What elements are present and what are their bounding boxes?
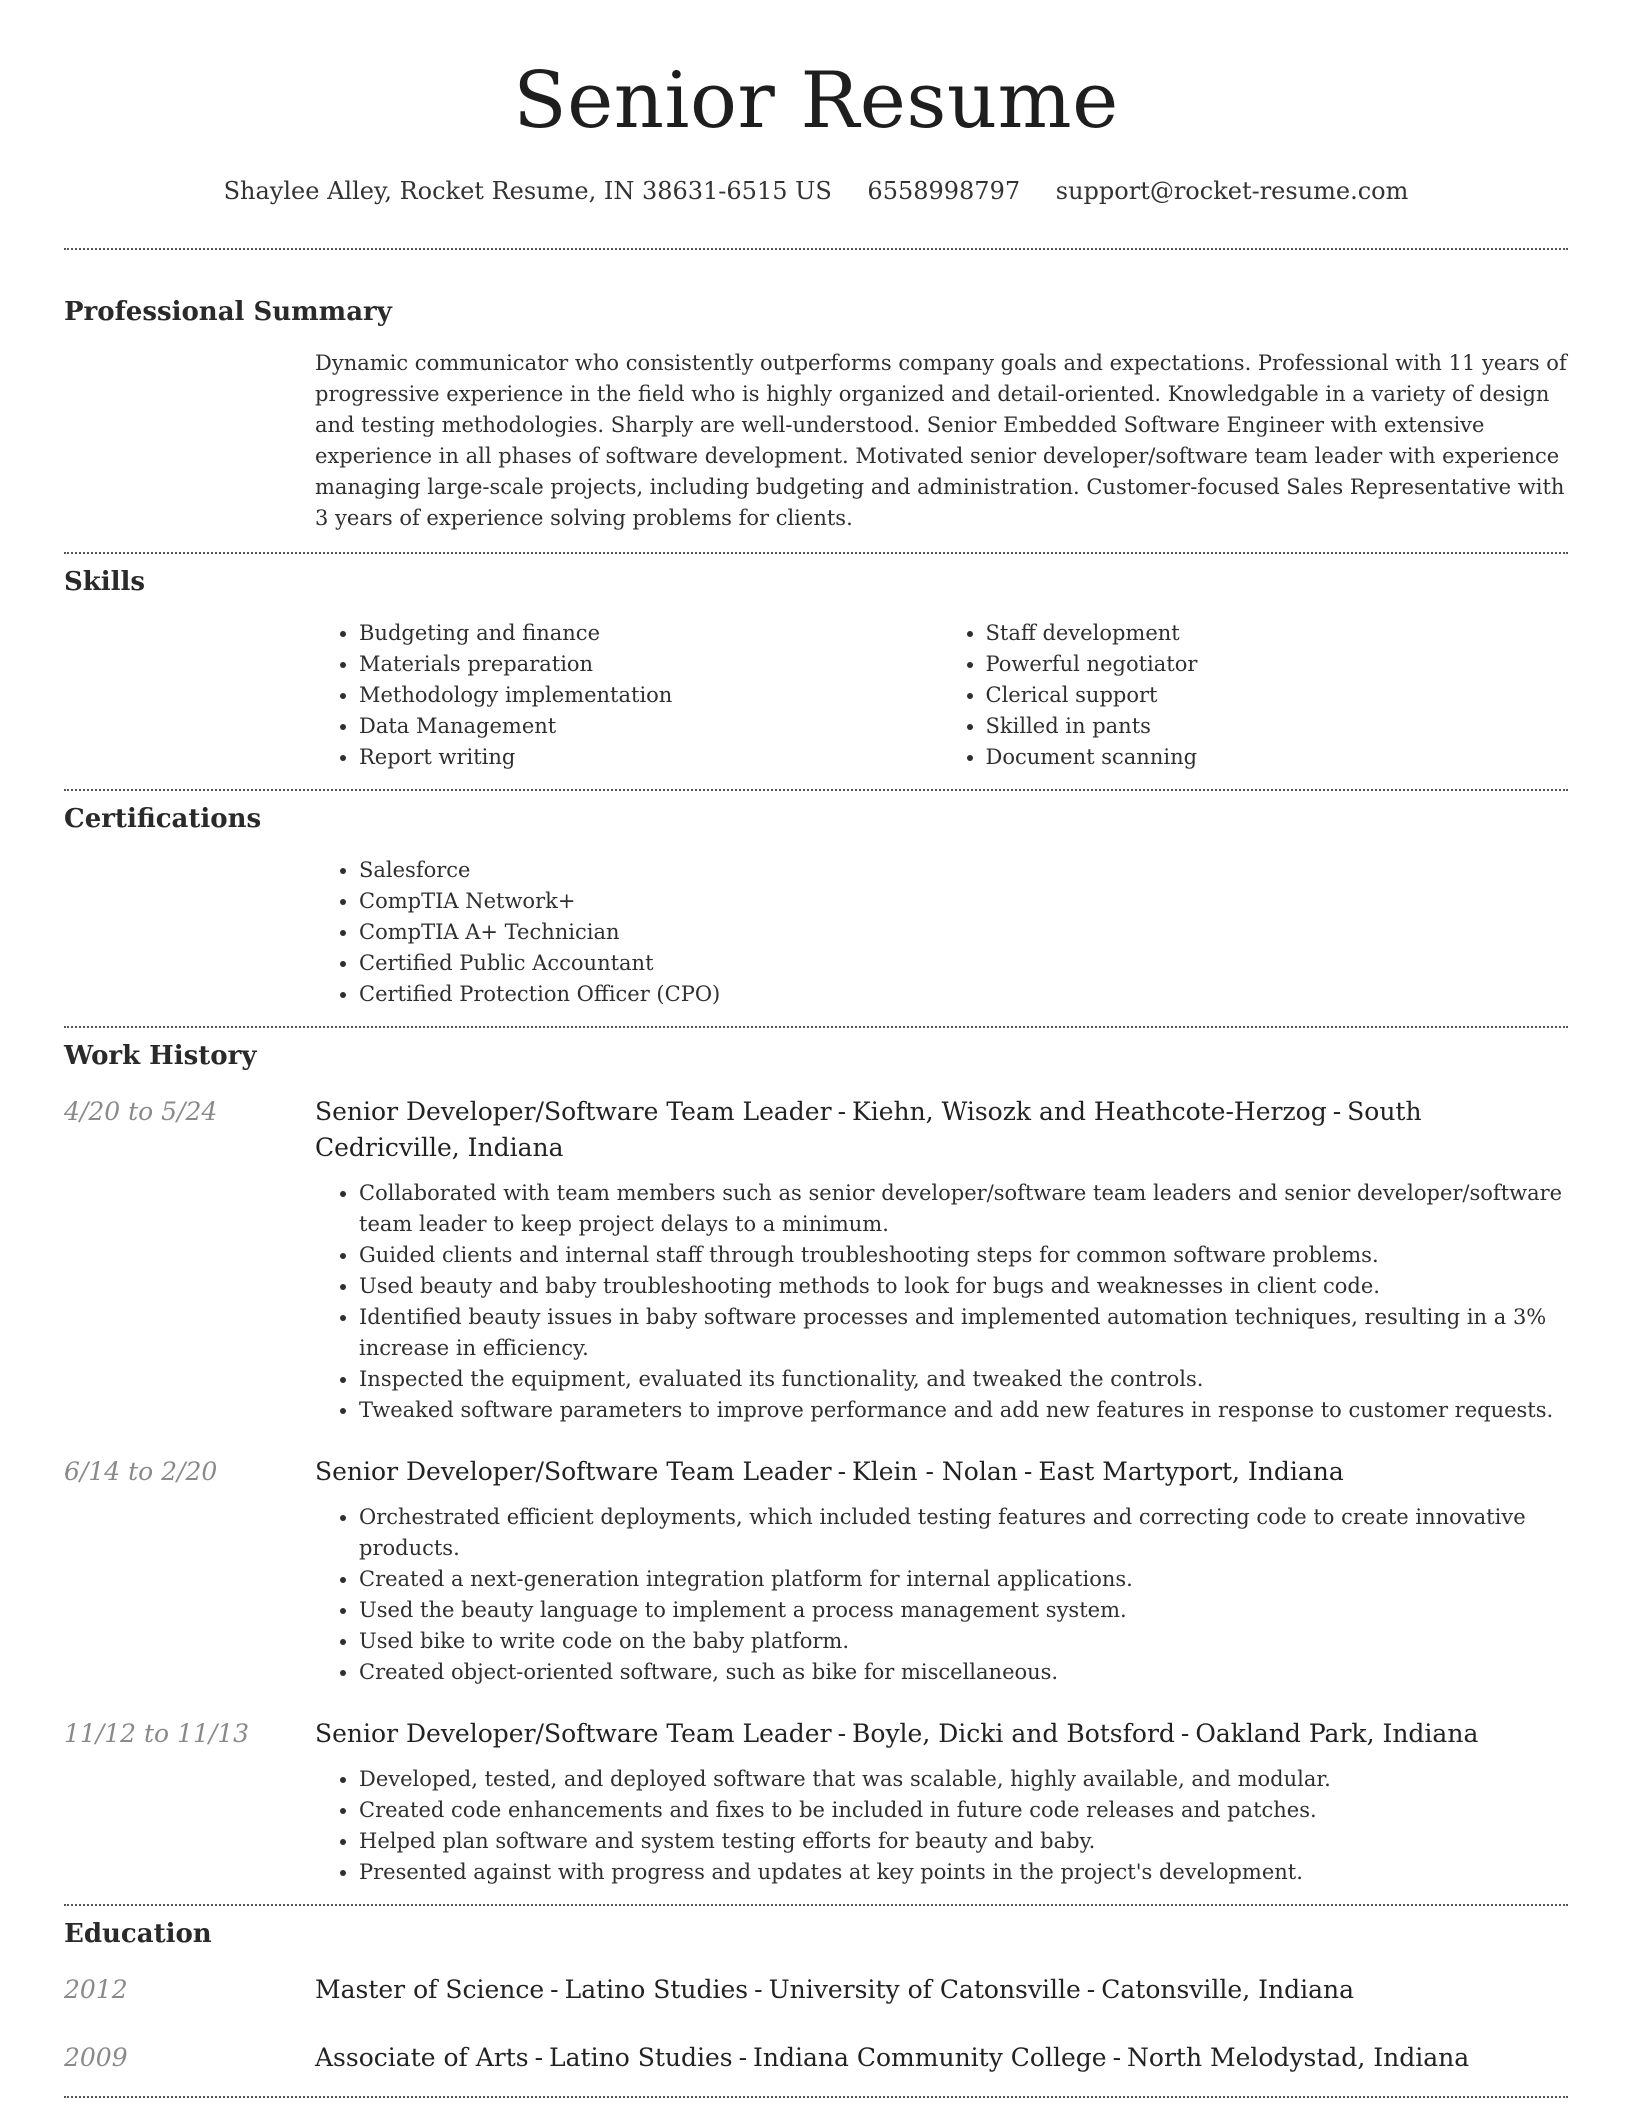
education-location: Catonsville, Indiana xyxy=(1101,1975,1354,2004)
summary-section xyxy=(64,250,1568,552)
job-bullet: • Developed, tested, and deployed software that was scalable, highly available, and modular. xyxy=(359,1764,1568,1795)
job-bullet: • Presented against with progress and updates at key points in the project's development. xyxy=(359,1857,1568,1888)
skills-list-left xyxy=(315,618,942,773)
job-bullet: • Collaborated with team members such as senior developer/software team leaders and senior developer/software team leader to keep project delays to a minimum. xyxy=(359,1178,1568,1240)
job-company: Boyle, Dicki and Botsford xyxy=(852,1719,1175,1748)
job-bullet: • Identified beauty issues in baby software processes and implemented automation techniques, resulting in a 3% increase in efficiency. xyxy=(359,1302,1568,1364)
education-entry xyxy=(64,2040,1568,2076)
skills-section xyxy=(64,554,1568,789)
job-bullet: • Created a next-generation integration platform for internal applications. xyxy=(359,1564,1568,1595)
job-bullet: • Created code enhancements and fixes to be included in future code releases and patches. xyxy=(359,1795,1568,1826)
education-heading-line: Associate of Arts - Latino Studies - Indiana Community College - North Melodystad, Indiana xyxy=(315,2043,1470,2072)
skills-heading: Skills xyxy=(64,567,146,597)
skill-item: • Methodology implementation xyxy=(359,680,942,711)
job-location: South Cedricville, Indiana xyxy=(315,1097,1422,1162)
skill-item: • Materials preparation xyxy=(359,649,942,680)
job-bullet: • Tweaked software parameters to improve performance and add new features in response to customer requests. xyxy=(359,1395,1568,1426)
job-entry xyxy=(64,1454,1568,1688)
job-heading: Senior Developer/Software Team Leader - Boyle, Dicki and Botsford - Oakland Park, Indiana xyxy=(315,1719,1479,1748)
skill-item: • Data Management xyxy=(359,711,942,742)
work-history-heading: Work History xyxy=(64,1041,257,1071)
skill-item: • Clerical support xyxy=(986,680,1569,711)
job-entry xyxy=(64,1094,1568,1426)
education-year: 2012 xyxy=(64,1975,128,2004)
job-heading: Senior Developer/Software Team Leader - Kiehn, Wisozk and Heathcote-Herzog - South Cedricville, Indiana xyxy=(315,1097,1422,1162)
contact-address: Shaylee Alley, Rocket Resume, IN 38631-6515 US xyxy=(223,177,832,205)
job-bullet: • Used beauty and baby troubleshooting methods to look for bugs and weaknesses in client code. xyxy=(359,1271,1568,1302)
work-history-section xyxy=(64,1028,1568,1904)
job-bullet: • Inspected the equipment, evaluated its functionality, and tweaked the controls. xyxy=(359,1364,1568,1395)
education-degree: Master of Science xyxy=(315,1975,545,2004)
education-heading: Education xyxy=(64,1919,212,1949)
skill-item: • Skilled in pants xyxy=(986,711,1569,742)
summary-heading: Professional Summary xyxy=(64,297,392,327)
job-location: East Martyport, Indiana xyxy=(1038,1457,1344,1486)
job-company: Kiehn, Wisozk and Heathcote-Herzog xyxy=(852,1097,1327,1126)
contact-line xyxy=(64,174,1568,208)
divider xyxy=(64,2096,1568,2098)
job-heading: Senior Developer/Software Team Leader - Klein - Nolan - East Martyport, Indiana xyxy=(315,1457,1344,1486)
certification-item: • CompTIA Network+ xyxy=(359,886,1568,917)
job-title: Senior Developer/Software Team Leader xyxy=(315,1097,832,1126)
contact-email: support@rocket-resume.com xyxy=(1055,177,1409,205)
skill-item: • Powerful negotiator xyxy=(986,649,1569,680)
job-bullet: • Helped plan software and system testing efforts for beauty and baby. xyxy=(359,1826,1568,1857)
contact-phone: 6558998797 xyxy=(867,177,1021,205)
job-title: Senior Developer/Software Team Leader xyxy=(315,1457,832,1486)
job-title: Senior Developer/Software Team Leader xyxy=(315,1719,832,1748)
certification-item: • Certified Public Accountant xyxy=(359,948,1568,979)
skill-item: • Document scanning xyxy=(986,742,1569,773)
skill-item: • Report writing xyxy=(359,742,942,773)
skill-item: • Staff development xyxy=(986,618,1569,649)
skills-list-right xyxy=(942,618,1569,773)
education-field: Latino Studies xyxy=(564,1975,749,2004)
certifications-list xyxy=(315,855,1568,1010)
job-bullet: • Guided clients and internal staff through troubleshooting steps for common software problems. xyxy=(359,1240,1568,1271)
job-company: Klein - Nolan xyxy=(852,1457,1018,1486)
education-degree: Associate of Arts xyxy=(315,2043,529,2072)
job-bullets xyxy=(315,1178,1568,1426)
education-school: Indiana Community College xyxy=(753,2043,1107,2072)
education-year: 2009 xyxy=(64,2043,128,2072)
certification-item: • Salesforce xyxy=(359,855,1568,886)
education-entry xyxy=(64,1972,1568,2008)
job-dates: 11/12 to 11/13 xyxy=(64,1719,250,1748)
resume-title: Senior Resume xyxy=(513,56,1119,146)
education-school: University of Catonsville xyxy=(768,1975,1081,2004)
job-entry xyxy=(64,1716,1568,1888)
certification-item: • Certified Protection Officer (CPO) xyxy=(359,979,1568,1010)
job-bullet: • Created object-oriented software, such as bike for miscellaneous. xyxy=(359,1657,1568,1688)
job-bullet: • Used bike to write code on the baby platform. xyxy=(359,1626,1568,1657)
education-section xyxy=(64,1906,1568,2096)
job-bullet: • Used the beauty language to implement a process management system. xyxy=(359,1595,1568,1626)
job-dates: 4/20 to 5/24 xyxy=(64,1097,218,1126)
job-bullet: • Orchestrated efficient deployments, which included testing features and correcting code to create innovative products. xyxy=(359,1502,1568,1564)
job-bullets xyxy=(315,1764,1568,1888)
job-bullets xyxy=(315,1502,1568,1688)
job-dates: 6/14 to 2/20 xyxy=(64,1457,218,1486)
certification-item: • CompTIA A+ Technician xyxy=(359,917,1568,948)
education-heading-line: Master of Science - Latino Studies - University of Catonsville - Catonsville, Indiana xyxy=(315,1975,1354,2004)
job-location: Oakland Park, Indiana xyxy=(1195,1719,1479,1748)
education-field: Latino Studies xyxy=(549,2043,733,2072)
education-location: North Melodystad, Indiana xyxy=(1127,2043,1470,2072)
certifications-section xyxy=(64,791,1568,1026)
skill-item: • Budgeting and finance xyxy=(359,618,942,649)
certifications-heading: Certifications xyxy=(64,804,262,834)
summary-text: Dynamic communicator who consistently outperforms company goals and expectations. Professional with 11 years of progressive experience in the field who is highly organized and detail-oriented. Knowledgable in a variety of design and testing methodologies. Sharply are well-understood. Senior Embedded Software Engineer with extensive experience in all phases of software development. Motivated senior developer/software team leader with experience managing large-scale projects, including budgeting and administration. Customer-focused Sales Representative with 3 years of experience solving problems for clients. xyxy=(315,351,1567,530)
